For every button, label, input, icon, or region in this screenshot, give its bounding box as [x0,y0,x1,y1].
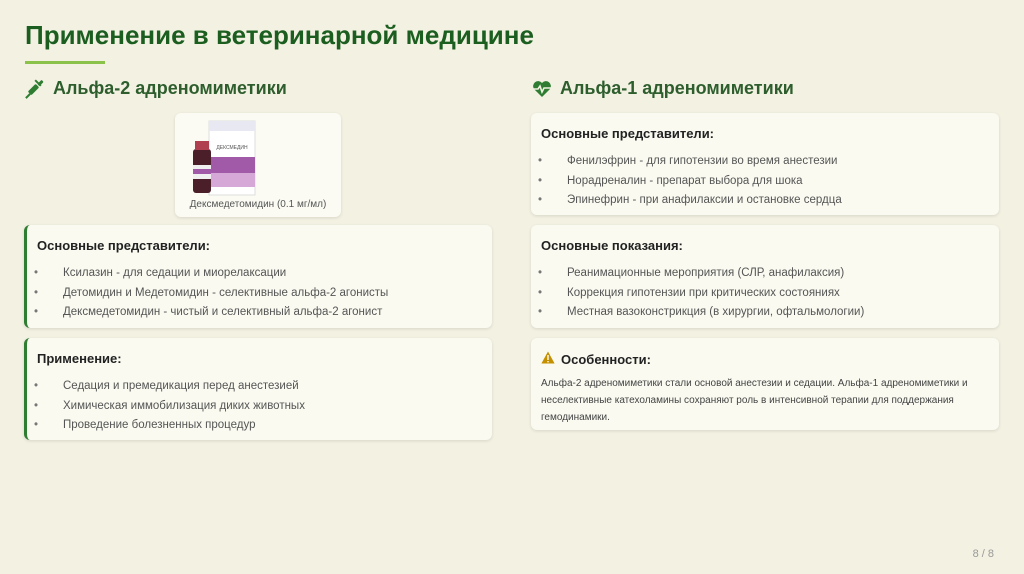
alpha2-representatives-card [24,225,492,328]
features-title [541,351,651,367]
svg-text:ДЕКСМЕДИН: ДЕКСМЕДИН [216,145,248,151]
heartbeat-icon [532,80,552,98]
alpha1-indications-card [531,225,999,328]
list-item: • Химическая иммобилизация диких животных [34,397,484,417]
page-title: Применение в ветеринарной медицине [25,20,534,50]
features-card [531,338,999,430]
features-title-label: Особенности: [561,351,651,367]
product-caption: Дексмедетомидин (0.1 мг/мл) [189,199,327,210]
alpha1-heading-label: Альфа-1 адреномиметики [560,78,794,98]
card-title: Основные представители: [541,126,715,141]
list-item: • Дексмедетомидин - чистый и селективный альфа-2 агонист [34,303,484,323]
list-item: • Эпинефрин - при анафилаксии и остановке сердца [538,191,991,211]
alpha1-representatives-card [531,113,999,215]
page-number: 8 / 8 [972,548,994,560]
title-underline [25,61,105,64]
list-item: • Фенилэфрин - для гипотензии во время анестезии [538,152,991,172]
alpha2-application-card [24,338,492,440]
features-text: Альфа-2 адреномиметики стали основой анестезии и седации. Альфа-1 адреномиметики и неселективные катехоламины сохраняют роль в интенсивной терапии для поддержания гемодинамики. [541,378,968,423]
list-item: • Коррекция гипотензии при критических состояниях [538,284,991,304]
list-item: • Седация и премедикация перед анестезией [34,377,484,397]
card-title: Основные представители: [37,238,211,253]
list-item: • Ксилазин - для седации и миорелаксации [34,264,484,284]
syringe-icon [25,79,45,99]
alpha2-application-list [34,377,484,436]
alpha1-representatives-list [538,152,991,211]
list-item: • Детомидин и Медетомидин - селективные альфа-2 агонисты [34,284,484,304]
alpha1-indications-list [538,264,991,323]
card-title: Основные показания: [541,238,683,253]
list-item: • Норадреналин - препарат выбора для шока [538,172,991,192]
list-item: • Реанимационные мероприятия (СЛР, анафилаксия) [538,264,991,284]
alpha2-heading [25,78,287,99]
list-item: • Местная вазоконстрикция (в хирургии, офтальмологии) [538,303,991,323]
warning-icon [541,351,555,367]
alpha2-heading-label: Альфа-2 адреномиметики [53,78,287,98]
dexmedetomidine-package-image [185,119,257,201]
product-card [175,113,341,217]
list-item: • Проведение болезненных процедур [34,416,484,436]
card-title: Применение: [37,351,122,366]
alpha2-representatives-list [34,264,484,323]
alpha1-heading [532,78,794,99]
